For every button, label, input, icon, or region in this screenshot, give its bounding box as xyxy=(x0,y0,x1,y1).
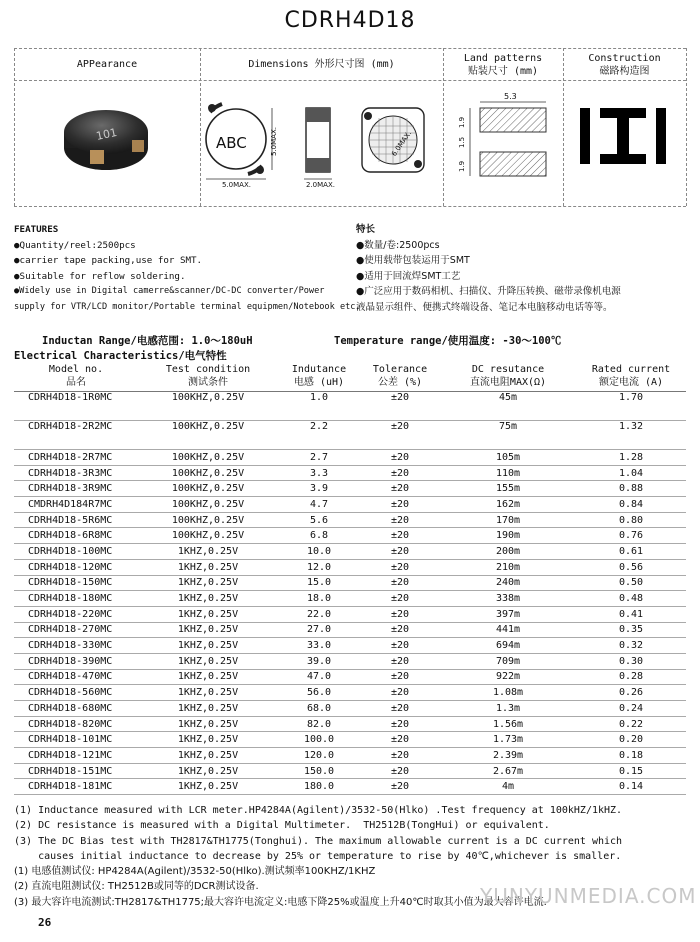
column-header xyxy=(440,363,576,392)
watermark: YUNYUNMEDIA.COM xyxy=(480,884,697,908)
feature-item-cn: ●适用于回流焊SMT工艺 xyxy=(356,270,461,282)
features-cn xyxy=(356,222,621,315)
table-row xyxy=(14,392,686,421)
table-cell: 200m xyxy=(440,544,576,560)
table-cell: 1KHZ,0.25V xyxy=(138,653,278,669)
table-cell: 1KHZ,0.25V xyxy=(138,685,278,701)
table-cell: 1KHZ,0.25V xyxy=(138,763,278,779)
table-cell: CDRH4D18-120MC xyxy=(14,559,138,575)
features-heading-cn: 特长 xyxy=(356,224,376,235)
table-top-border xyxy=(14,48,686,49)
page-number: 26 xyxy=(38,916,52,929)
table-cell: CDRH4D18-470MC xyxy=(14,669,138,685)
table-row xyxy=(14,622,686,638)
land-width-label: 5.3 xyxy=(504,92,517,101)
table-cell: ±20 xyxy=(360,606,440,622)
table-cell: 2.39m xyxy=(440,748,576,764)
table-cell: CDRH4D18-3R9MC xyxy=(14,481,138,497)
table-cell: 190m xyxy=(440,528,576,544)
note-line: (3) 最大容许电流测试:TH2817&TH1775;最大容许电流定义:电感下降25%或温度上升40℃时取其小值为最大容许电流. xyxy=(14,896,547,908)
header-divider xyxy=(14,80,686,81)
dim-width-label: 5.0MAX. xyxy=(222,181,251,189)
features-en xyxy=(14,222,361,315)
col-sep xyxy=(14,48,15,206)
page-title: CDRH4D18 xyxy=(284,8,416,33)
table-row xyxy=(14,512,686,528)
table-row xyxy=(14,763,686,779)
table-cell: 1.73m xyxy=(440,732,576,748)
table-cell: 0.48 xyxy=(576,591,686,607)
table-cell: 0.15 xyxy=(576,763,686,779)
column-header-line: Indutance xyxy=(291,364,347,375)
column-header-line: 品名 xyxy=(66,376,86,388)
table-row xyxy=(14,591,686,607)
table-cell: CMDRH4D184R7MC xyxy=(14,497,138,513)
table-row xyxy=(14,685,686,701)
note-line: (2) 直流电阻测试仪: TH2512B或同等的DCR测试设备. xyxy=(14,881,259,893)
table-cell: 922m xyxy=(440,669,576,685)
table-cell: 2.2 xyxy=(278,421,360,450)
table-cell: ±20 xyxy=(360,669,440,685)
table-cell: 170m xyxy=(440,512,576,528)
land-h3-label: 1.9 xyxy=(458,160,466,172)
table-cell: CDRH4D18-1R0MC xyxy=(14,392,138,421)
table-cell: 1KHZ,0.25V xyxy=(138,559,278,575)
table-cell: 75m xyxy=(440,421,576,450)
table-cell: 155m xyxy=(440,481,576,497)
table-cell: 1KHZ,0.25V xyxy=(138,638,278,654)
dim-height-label: 5.0MAX. xyxy=(270,127,278,156)
table-cell: ±20 xyxy=(360,528,440,544)
table-row xyxy=(14,669,686,685)
table-cell: ±20 xyxy=(360,421,440,450)
table-cell: 100KHZ,0.25V xyxy=(138,465,278,481)
table-cell: 3.3 xyxy=(278,465,360,481)
table-cell: CDRH4D18-270MC xyxy=(14,622,138,638)
table-cell: 1KHZ,0.25V xyxy=(138,701,278,717)
table-cell: 33.0 xyxy=(278,638,360,654)
table-cell: ±20 xyxy=(360,653,440,669)
header-construction-line1: Construction xyxy=(588,53,661,64)
table-cell: 56.0 xyxy=(278,685,360,701)
feature-item: ●Quantity/reel:2500pcs xyxy=(14,239,136,251)
table-cell: 0.41 xyxy=(576,606,686,622)
table-cell: 2.67m xyxy=(440,763,576,779)
table-row xyxy=(14,732,686,748)
table-cell: 0.50 xyxy=(576,575,686,591)
feature-item: ●carrier tape packing,use for SMT. xyxy=(14,255,203,266)
table-cell: 0.26 xyxy=(576,685,686,701)
note-line: causes initial inductance to decrease by 25% or temperature to rise by 40℃,whichever is smaller. xyxy=(14,850,622,862)
table-row xyxy=(14,701,686,717)
table-cell: ±20 xyxy=(360,779,440,795)
table-cell: ±20 xyxy=(360,622,440,638)
table-cell: 45m xyxy=(440,392,576,421)
table-row xyxy=(14,544,686,560)
table-cell: 0.32 xyxy=(576,638,686,654)
table-cell: ±20 xyxy=(360,732,440,748)
table-cell: 2.7 xyxy=(278,450,360,466)
table-cell: 1.56m xyxy=(440,716,576,732)
table-cell: ±20 xyxy=(360,575,440,591)
table-cell: 1.32 xyxy=(576,421,686,450)
table-cell: 120.0 xyxy=(278,748,360,764)
feature-item-cn: ●使用载带包装运用于SMT xyxy=(356,255,470,266)
table-cell: 0.84 xyxy=(576,497,686,513)
table-cell: 1.28 xyxy=(576,450,686,466)
table-row xyxy=(14,606,686,622)
table-cell: 10.0 xyxy=(278,544,360,560)
feature-item: ●Suitable for reflow soldering. xyxy=(14,270,186,282)
construction-drawing xyxy=(572,106,678,166)
table-cell: 27.0 xyxy=(278,622,360,638)
table-cell: ±20 xyxy=(360,638,440,654)
col-sep xyxy=(200,48,201,206)
table-cell: 5.6 xyxy=(278,512,360,528)
table-cell: CDRH4D18-151MC xyxy=(14,763,138,779)
header-appearance: APPearance xyxy=(76,59,138,70)
column-header-line: 额定电流 (A) xyxy=(598,376,664,388)
table-row xyxy=(14,528,686,544)
feature-item-cn: 液晶显示组件、便携式终端设备、笔记本电脑移动电话等等。 xyxy=(356,301,613,313)
table-row xyxy=(14,653,686,669)
inductor-photo xyxy=(50,98,160,178)
table-row xyxy=(14,450,686,466)
table-cell: 150.0 xyxy=(278,763,360,779)
land-pattern-drawing xyxy=(448,88,560,188)
dim-diagonal-label: 6.0MAX. xyxy=(390,129,414,158)
table-cell: ±20 xyxy=(360,512,440,528)
dimension-drawing xyxy=(202,86,442,196)
table-cell: 1.3m xyxy=(440,701,576,717)
table-cell: CDRH4D18-180MC xyxy=(14,591,138,607)
table-cell: 1KHZ,0.25V xyxy=(138,575,278,591)
table-cell: 180.0 xyxy=(278,779,360,795)
table-cell: CDRH4D18-2R2MC xyxy=(14,421,138,450)
table-cell: 1KHZ,0.25V xyxy=(138,591,278,607)
table-cell: 100KHZ,0.25V xyxy=(138,481,278,497)
column-header-line: 直流电阻MAX(Ω) xyxy=(469,376,547,388)
spec-table xyxy=(14,363,686,795)
column-header xyxy=(278,363,360,392)
table-cell: CDRH4D18-2R7MC xyxy=(14,450,138,466)
table-row xyxy=(14,421,686,450)
table-row xyxy=(14,779,686,795)
table-header-row xyxy=(14,363,686,392)
column-header xyxy=(138,363,278,392)
table-cell: 18.0 xyxy=(278,591,360,607)
table-cell: 1KHZ,0.25V xyxy=(138,716,278,732)
table-cell: 100KHZ,0.25V xyxy=(138,512,278,528)
header-land-line1: Land patterns xyxy=(463,53,543,64)
table-cell: 0.14 xyxy=(576,779,686,795)
table-row xyxy=(14,559,686,575)
column-header-line: Rated current xyxy=(591,364,671,375)
table-cell: ±20 xyxy=(360,685,440,701)
table-cell: 22.0 xyxy=(278,606,360,622)
table-cell: 0.28 xyxy=(576,669,686,685)
temperature-range: Temperature range/使用温度: -30～100℃ xyxy=(334,335,562,347)
feature-item: supply for VTR/LCD monitor/Portable terminal equipmen/Notebook etc. xyxy=(14,301,361,312)
table-cell: ±20 xyxy=(360,450,440,466)
table-cell: 100KHZ,0.25V xyxy=(138,528,278,544)
table-cell: CDRH4D18-150MC xyxy=(14,575,138,591)
table-cell: CDRH4D18-3R3MC xyxy=(14,465,138,481)
table-cell: ±20 xyxy=(360,591,440,607)
table-cell: 1KHZ,0.25V xyxy=(138,732,278,748)
table-cell: 100.0 xyxy=(278,732,360,748)
table-cell: 3.9 xyxy=(278,481,360,497)
table-cell: ±20 xyxy=(360,716,440,732)
table-cell: 1KHZ,0.25V xyxy=(138,544,278,560)
dim-thickness-label: 2.0MAX. xyxy=(306,181,335,189)
table-cell: 1.04 xyxy=(576,465,686,481)
table-cell: CDRH4D18-330MC xyxy=(14,638,138,654)
table-row xyxy=(14,716,686,732)
table-cell: CDRH4D18-6R8MC xyxy=(14,528,138,544)
table-cell: 15.0 xyxy=(278,575,360,591)
table-cell: 0.35 xyxy=(576,622,686,638)
table-cell: CDRH4D18-820MC xyxy=(14,716,138,732)
table-cell: 397m xyxy=(440,606,576,622)
table-cell: 240m xyxy=(440,575,576,591)
table-cell: 0.88 xyxy=(576,481,686,497)
column-header xyxy=(360,363,440,392)
electrical-characteristics-title: Electrical Characteristics/电气特性 xyxy=(14,350,227,362)
table-cell: 6.8 xyxy=(278,528,360,544)
note-line: (1) 电感值测试仪: HP4284A(Agilent)/3532-50(Hlko).测试频率100KHZ/1KHZ xyxy=(14,866,376,878)
part-marking: 101 xyxy=(94,125,119,143)
table-cell: 0.24 xyxy=(576,701,686,717)
table-cell: ±20 xyxy=(360,701,440,717)
table-cell: ±20 xyxy=(360,559,440,575)
table-cell: 100KHZ,0.25V xyxy=(138,392,278,421)
column-header-line: Test condition xyxy=(165,364,251,375)
table-cell: 47.0 xyxy=(278,669,360,685)
table-cell: 1KHZ,0.25V xyxy=(138,606,278,622)
feature-item-cn: ●广泛应用于数码相机、扫描仪、升降压转换、磁带录像机电源 xyxy=(356,286,621,297)
header-construction-line2: 磁路构造图 xyxy=(599,66,650,77)
table-cell: 1.08m xyxy=(440,685,576,701)
header-construction xyxy=(563,52,686,78)
table-cell: 100KHZ,0.25V xyxy=(138,450,278,466)
feature-item: ●Widely use in Digital camerre&scanner/DC-DC converter/Power xyxy=(14,286,325,296)
table-cell: ±20 xyxy=(360,497,440,513)
inductance-range: Inductan Range/电感范围: 1.0～180uH xyxy=(42,335,253,347)
drawing-bottom-border xyxy=(14,206,686,207)
column-header-line: 电感 (uH) xyxy=(293,376,345,388)
note-line: (2) DC resistance is measured with a Digital Multimeter. TH2512B(TongHui) or equivalent. xyxy=(14,820,550,832)
column-header-line: 公差 (%) xyxy=(377,376,423,388)
table-cell: CDRH4D18-390MC xyxy=(14,653,138,669)
table-row xyxy=(14,748,686,764)
table-cell: 4m xyxy=(440,779,576,795)
table-cell: 68.0 xyxy=(278,701,360,717)
table-body xyxy=(14,392,686,795)
table-cell: CDRH4D18-680MC xyxy=(14,701,138,717)
table-cell: 0.22 xyxy=(576,716,686,732)
table-cell: CDRH4D18-121MC xyxy=(14,748,138,764)
table-cell: 110m xyxy=(440,465,576,481)
features-heading-en: FEATURES xyxy=(14,224,59,235)
table-cell: 105m xyxy=(440,450,576,466)
top-view-label: ABC xyxy=(216,134,247,152)
table-cell: 210m xyxy=(440,559,576,575)
table-cell: 0.30 xyxy=(576,653,686,669)
table-cell: CDRH4D18-220MC xyxy=(14,606,138,622)
table-cell: ±20 xyxy=(360,763,440,779)
note-line: (3) The DC Bias test with TH2817&TH1775(Tonghui). The maximum allowable current is a DC current which xyxy=(14,835,623,847)
column-header xyxy=(576,363,686,392)
column-header-line: 测试条件 xyxy=(188,376,228,388)
table-cell: CDRH4D18-101MC xyxy=(14,732,138,748)
table-cell: 0.80 xyxy=(576,512,686,528)
header-dimensions: Dimensions 外形尺寸图 (mm) xyxy=(248,59,395,70)
table-cell: CDRH4D18-181MC xyxy=(14,779,138,795)
table-cell: 1.70 xyxy=(576,392,686,421)
column-header-line: Model no. xyxy=(48,364,104,375)
column-header-line: Tolerance xyxy=(372,364,428,375)
table-cell: 694m xyxy=(440,638,576,654)
table-cell: ±20 xyxy=(360,465,440,481)
land-h1-label: 1.9 xyxy=(458,116,466,128)
table-cell: 338m xyxy=(440,591,576,607)
table-cell: 162m xyxy=(440,497,576,513)
land-h2-label: 1.5 xyxy=(458,136,466,148)
feature-item-cn: ●数量/卷:2500pcs xyxy=(356,239,440,251)
table-cell: 0.56 xyxy=(576,559,686,575)
table-cell: 100KHZ,0.25V xyxy=(138,421,278,450)
table-cell: 4.7 xyxy=(278,497,360,513)
table-cell: ±20 xyxy=(360,544,440,560)
table-cell: 0.18 xyxy=(576,748,686,764)
table-cell: 39.0 xyxy=(278,653,360,669)
col-sep xyxy=(686,48,687,206)
table-cell: CDRH4D18-100MC xyxy=(14,544,138,560)
table-cell: 82.0 xyxy=(278,716,360,732)
table-row xyxy=(14,481,686,497)
table-row xyxy=(14,575,686,591)
table-row xyxy=(14,638,686,654)
table-row xyxy=(14,497,686,513)
table-cell: 1KHZ,0.25V xyxy=(138,622,278,638)
table-cell: ±20 xyxy=(360,481,440,497)
table-cell: 0.20 xyxy=(576,732,686,748)
table-cell: ±20 xyxy=(360,748,440,764)
table-cell: 1KHZ,0.25V xyxy=(138,748,278,764)
table-cell: CDRH4D18-560MC xyxy=(14,685,138,701)
table-cell: 709m xyxy=(440,653,576,669)
table-cell: CDRH4D18-5R6MC xyxy=(14,512,138,528)
column-header-line: DC resutance xyxy=(471,364,545,375)
table-cell: 1.0 xyxy=(278,392,360,421)
table-cell: 1KHZ,0.25V xyxy=(138,669,278,685)
table-cell: 441m xyxy=(440,622,576,638)
table-cell: 100KHZ,0.25V xyxy=(138,497,278,513)
column-header xyxy=(14,363,138,392)
header-land-line2: 贴装尺寸 (mm) xyxy=(467,66,539,77)
table-cell: ±20 xyxy=(360,392,440,421)
note-line: (1) Inductance measured with LCR meter.HP4284A(Agilent)/3532-50(Hlko) .Test frequency at 100kHZ/1kHZ. xyxy=(14,805,623,816)
table-cell: 0.76 xyxy=(576,528,686,544)
table-row xyxy=(14,465,686,481)
table-cell: 0.61 xyxy=(576,544,686,560)
header-land-patterns xyxy=(443,52,563,78)
table-cell: 1KHZ,0.25V xyxy=(138,779,278,795)
table-cell: 12.0 xyxy=(278,559,360,575)
